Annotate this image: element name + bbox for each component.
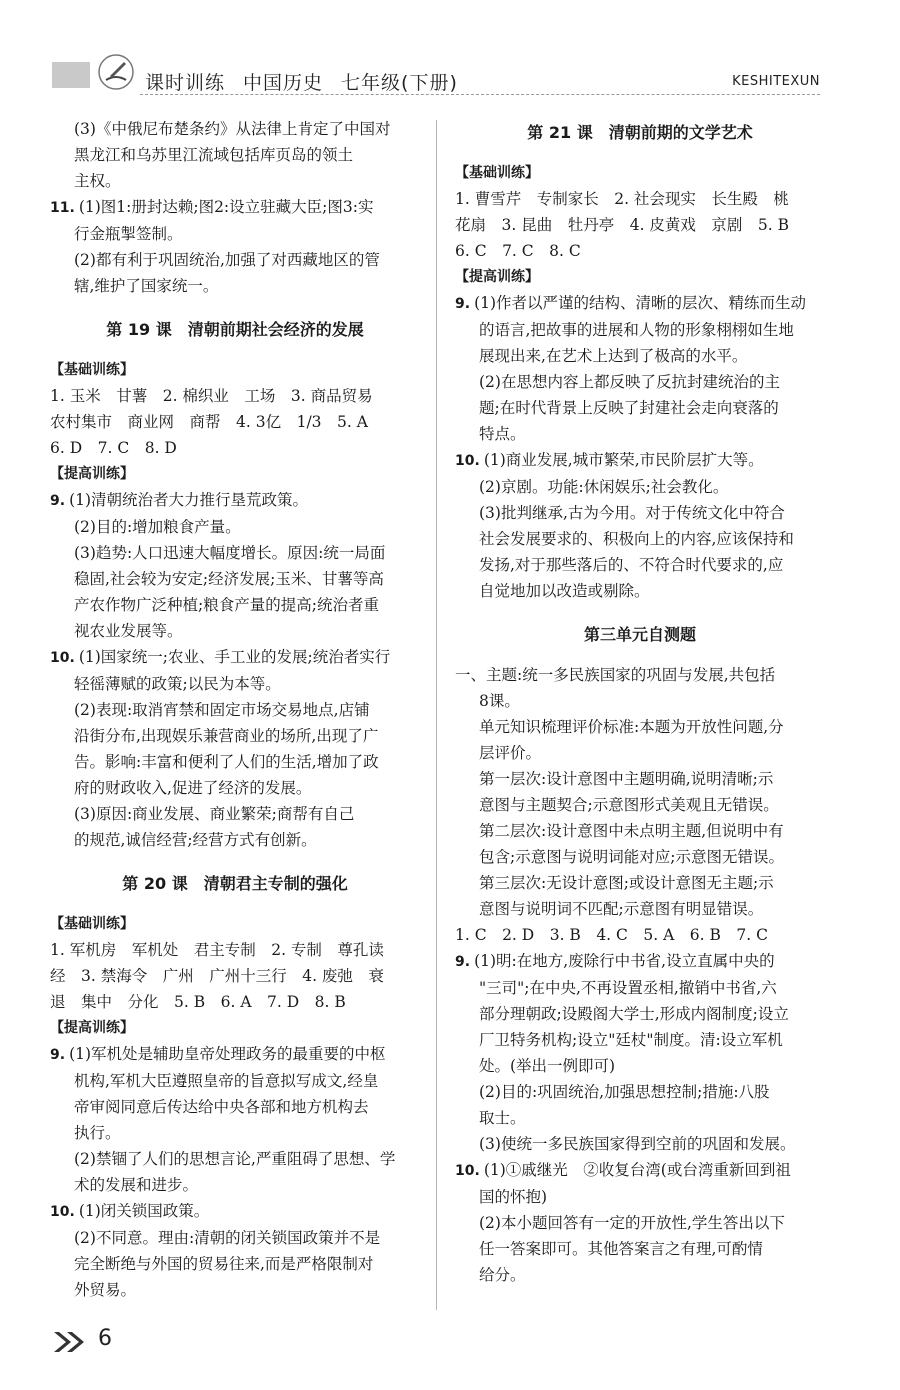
left-column [50, 116, 420, 1303]
answer-line: 行金瓶掣签制。 [74, 225, 183, 243]
answer-line: 外贸易。 [74, 1281, 137, 1299]
answer-line: (2)不同意。理由:清朝的闭关锁国政策并不是 [74, 1229, 381, 1247]
answer-line: (2)京剧。功能:休闲娱乐;社会教化。 [479, 478, 729, 496]
answer-line: 取士。 [479, 1109, 526, 1127]
answer-line: 主权。 [74, 172, 121, 190]
answer-line: 6. C 7. C 8. C [455, 242, 581, 260]
double-chevron-right-icon [52, 1330, 88, 1354]
question-number: 9. [50, 1047, 66, 1063]
header-grade: 七年级(下册) [341, 72, 458, 94]
answer-text: (1)国家统一;农业、手工业的发展;统治者实行 [78, 648, 391, 666]
answer-line: 农村集市 商业网 商帮 4. 3亿 1/3 5. A [50, 413, 368, 431]
quill-book-icon [96, 52, 136, 92]
answer-line: 术的发展和进步。 [74, 1176, 199, 1194]
answer-line: (2)表现:取消宵禁和固定市场交易地点,店铺 [74, 701, 370, 719]
answer-line [455, 948, 825, 975]
answer-line: 6. D 7. C 8. D [50, 439, 177, 457]
right-column [455, 116, 825, 1288]
answer-line: 1. 玉米 甘薯 2. 棉织业 工场 3. 商品贸易 [50, 387, 373, 405]
answer-line: 发扬,对于那些落后的、不符合时代要求的,应 [479, 556, 784, 574]
answer-text: (1)图1:册封达赖;图2:设立驻藏大臣;图3:实 [78, 198, 374, 216]
answer-text: (1)军机处是辅助皇帝处理政务的最重要的中枢 [69, 1045, 386, 1063]
answer-text: (1)①戚继光 ②收复台湾(或台湾重新回到祖 [483, 1161, 791, 1179]
answer-line: (2)本小题回答有一定的开放性,学生答出以下 [479, 1214, 785, 1232]
answer-line: (3)《中俄尼布楚条约》从法律上肯定了中国对 [74, 120, 391, 138]
answer-line: 一、主题:统一多民族国家的巩固与发展,共包括 [455, 666, 776, 684]
unit-test-title: 第三单元自测题 [583, 625, 696, 644]
answer-line: 任一答案即可。其他答案言之有理,可酌情 [479, 1240, 763, 1258]
answer-line: 包含;示意图与说明词能对应;示意图无错误。 [479, 848, 784, 866]
answer-line: 1. 曹雪芹 专制家长 2. 社会现实 长生殿 桃 [455, 190, 789, 208]
answer-line: 花扇 3. 昆曲 牡丹亭 4. 皮黄戏 京剧 5. B [455, 216, 790, 234]
question-number: 9. [50, 493, 66, 509]
answer-line: 的语言,把故事的进展和人物的形象栩栩如生地 [479, 321, 794, 339]
answer-line: 机构,军机大臣遵照皇帝的旨意拟写成文,经皇 [74, 1072, 379, 1090]
answer-text: (1)清朝统治者大力推行垦荒政策。 [69, 491, 309, 509]
answer-line: 部分理朝政;设殿阁大学士,形成内阁制度;设立 [479, 1005, 789, 1023]
answer-line: 的规范,诚信经营;经营方式有创新。 [74, 831, 317, 849]
answer-line: 黑龙江和乌苏里江流域包括库页岛的领土 [74, 146, 354, 164]
answer-line [50, 194, 420, 221]
answer-line: 处。(举出一例即可) [479, 1057, 616, 1075]
answer-line: 第一层次:设计意图中主题明确,说明清晰;示 [479, 770, 774, 788]
answer-line [50, 1041, 420, 1068]
answer-line: 轻徭薄赋的政策;以民为本等。 [74, 675, 281, 693]
answer-line: (2)目的:增加粮食产量。 [74, 518, 241, 536]
question-number: 10. [455, 453, 480, 469]
header-series: 课时训练 [145, 72, 226, 94]
lesson-title: 第 19 课 清朝前期社会经济的发展 [106, 320, 364, 339]
answer-line: 层评价。 [479, 744, 542, 762]
section-heading: 【提高训练】 [455, 269, 539, 285]
answer-line [455, 447, 825, 474]
answer-line: 社会发展要求的、积极向上的内容,应该保持和 [479, 530, 794, 548]
answer-line [455, 1157, 825, 1184]
answer-line: 沿街分布,出现娱乐兼营商业的场所,出现了广 [74, 727, 379, 745]
header-subject: 中国历史 [243, 72, 324, 94]
answer-line: 帝审阅同意后传达给中央各部和地方机构去 [74, 1098, 369, 1116]
answer-line [50, 487, 420, 514]
question-number: 10. [455, 1163, 480, 1179]
section-heading: 【提高训练】 [50, 1020, 134, 1036]
column-divider [436, 120, 437, 1310]
question-number: 9. [455, 296, 471, 312]
answer-text: (1)作者以严谨的结构、清晰的层次、精练而生动 [474, 294, 807, 312]
answer-line: (2)都有利于巩固统治,加强了对西藏地区的管 [74, 251, 380, 269]
answer-text: (1)闭关锁国政策。 [78, 1202, 210, 1220]
answer-line: 展现出来,在艺术上达到了极高的水平。 [479, 347, 748, 365]
answer-line: (3)原因:商业发展、商业繁荣;商帮有自己 [74, 805, 355, 823]
section-heading: 【基础训练】 [455, 165, 539, 181]
answer-line: 府的财政收入,促进了经济的发展。 [74, 779, 312, 797]
header-rule [140, 94, 820, 95]
lesson-title: 第 20 课 清朝君主专制的强化 [122, 874, 348, 893]
question-number: 9. [455, 954, 471, 970]
answer-line: 稳固,社会较为安定;经济发展;玉米、甘薯等高 [74, 570, 384, 588]
section-heading: 【基础训练】 [50, 362, 134, 378]
answer-line [50, 1198, 420, 1225]
answer-line: 第二层次:设计意图中未点明主题,但说明中有 [479, 822, 784, 840]
page-number: 6 [98, 1326, 112, 1351]
header-title [145, 68, 476, 95]
answer-line: 退 集中 分化 5. B 6. A 7. D 8. B [50, 993, 346, 1011]
answer-line: (3)批判继承,古为今用。对于传统文化中符合 [479, 504, 785, 522]
answer-line: 产农作物广泛种植;粮食产量的提高;统治者重 [74, 596, 379, 614]
answer-line: 第三层次:无设计意图;或设计意图无主题;示 [479, 874, 774, 892]
answer-line: 自觉地加以改造或剔除。 [479, 582, 650, 600]
answer-line: 意图与说明词不匹配;示意图有明显错误。 [479, 900, 764, 918]
answer-line: "三司";在中央,不再设置丞相,撤销中书省,六 [479, 979, 777, 997]
question-number: 10. [50, 650, 75, 666]
answer-line: 1. 军机房 军机处 君主专制 2. 专制 尊孔读 [50, 941, 384, 959]
answer-line: (2)目的:巩固统治,加强思想控制;措施:八股 [479, 1083, 770, 1101]
answer-line: 告。影响:丰富和便利了人们的生活,增加了政 [74, 753, 379, 771]
answer-line: 意图与主题契合;示意图形式美观且无错误。 [479, 796, 779, 814]
answer-line: 执行。 [74, 1124, 121, 1142]
answer-text: (1)商业发展,城市繁荣,市民阶层扩大等。 [483, 451, 764, 469]
answer-line: 经 3. 禁海令 广州 广州十三行 4. 废弛 衰 [50, 967, 384, 985]
answer-text: (1)明:在地方,废除行中书省,设立直属中央的 [474, 952, 775, 970]
question-number: 11. [50, 200, 75, 216]
answer-line: (2)在思想内容上都反映了反抗封建统治的主 [479, 373, 780, 391]
answer-line: 视农业发展等。 [74, 622, 183, 640]
answer-line: 给分。 [479, 1266, 526, 1284]
answer-line: 1. C 2. D 3. B 4. C 5. A 6. B 7. C [455, 926, 768, 944]
answer-line: 国的怀抱) [479, 1188, 548, 1206]
answer-line: 单元知识梳理评价标准:本题为开放性问题,分 [479, 718, 784, 736]
answer-line: (3)使统一多民族国家得到空前的巩固和发展。 [479, 1135, 796, 1153]
answer-line: 完全断绝与外国的贸易往来,而是严格限制对 [74, 1255, 374, 1273]
question-number: 10. [50, 1204, 75, 1220]
lesson-title: 第 21 课 清朝前期的文学艺术 [527, 123, 753, 142]
answer-line: (2)禁锢了人们的思想言论,严重阻碍了思想、学 [74, 1150, 396, 1168]
section-heading: 【提高训练】 [50, 466, 134, 482]
answer-line: 辖,维护了国家统一。 [74, 277, 219, 295]
answer-line: 特点。 [479, 425, 526, 443]
section-heading: 【基础训练】 [50, 916, 134, 932]
page-header [0, 0, 900, 96]
answer-line: 题;在时代背景上反映了封建社会走向衰落的 [479, 399, 779, 417]
answer-line: 8课。 [479, 692, 520, 710]
answer-line [50, 644, 420, 671]
answer-line [455, 290, 825, 317]
answer-line: (3)趋势:人口迅速大幅度增长。原因:统一局面 [74, 544, 386, 562]
answer-line: 厂卫特务机构;设立"廷杖"制度。清:设立军机 [479, 1031, 783, 1049]
header-gray-block [52, 62, 90, 88]
header-right-text: KESHITEXUN [732, 74, 820, 89]
